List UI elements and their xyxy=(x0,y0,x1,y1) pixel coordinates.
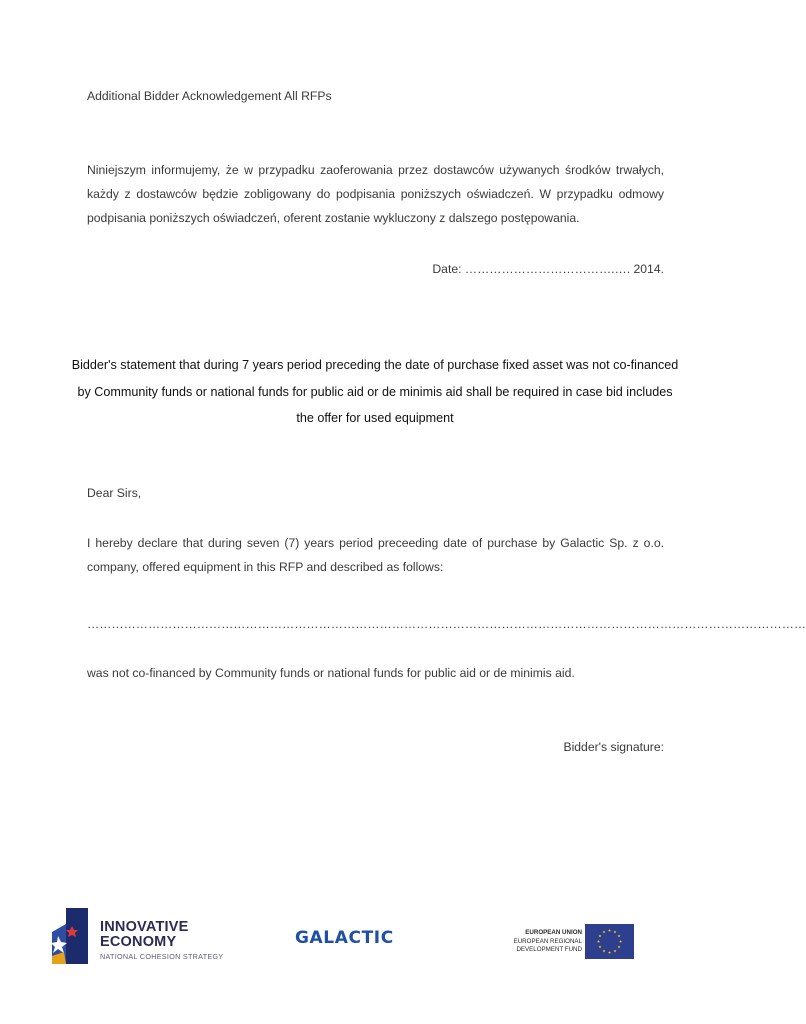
intro-paragraph: Niniejszym informujemy, że w przypadku zaoferowania przez dostawców używanych środków trwałych, każdy z dostawców będzie zobligowany do podpisania poniższych oświadczeń. W przypadku odmowy podpisania poniższych oświadczeń, oferent zostanie wykluczony z dalszego postępowania. xyxy=(87,163,664,225)
galactic-logo: GALACTIC xyxy=(295,928,394,948)
signature-label: Bidder's signature: xyxy=(563,740,664,754)
eu-line1: EUROPEAN UNION xyxy=(525,929,582,936)
eu-text xyxy=(514,929,582,955)
declaration-paragraph: I hereby declare that during seven (7) years period preceeding date of purchase by Galactic Sp. z o.o. company, offered equipment in this RFP and described as follows: xyxy=(87,536,664,574)
ie-subtitle: NATIONAL COHESION STRATEGY xyxy=(100,952,224,961)
innovative-economy-logo xyxy=(52,906,232,966)
closing-sentence: was not co-financed by Community funds or national funds for public aid or de minimis aid. xyxy=(87,666,575,680)
eu-flag-icon xyxy=(585,924,634,959)
date-line: Date: ……………………………….…. 2014. xyxy=(432,262,664,276)
greeting: Dear Sirs, xyxy=(87,486,142,500)
ie-title-line1: INNOVATIVE xyxy=(100,919,189,935)
header-line: Additional Bidder Acknowledgement All RFPs xyxy=(87,89,332,103)
eu-line2: EUROPEAN REGIONAL xyxy=(513,937,582,945)
equipment-description-field: …………………………………………………………………………………………………………………………………………………………… xyxy=(87,617,806,631)
innovative-economy-icon xyxy=(52,908,88,964)
eu-line3: DEVELOPMENT FUND xyxy=(516,946,582,953)
eu-fund-logo xyxy=(508,924,634,962)
ie-title-line2: ECONOMY xyxy=(100,934,177,950)
statement-title: Bidder's statement that during 7 years period preceding the date of purchase fixed asset was not co-financed by Community funds or national funds for public aid or de minimis aid shall be required in case bid includes the offer for used equipment xyxy=(71,358,679,425)
